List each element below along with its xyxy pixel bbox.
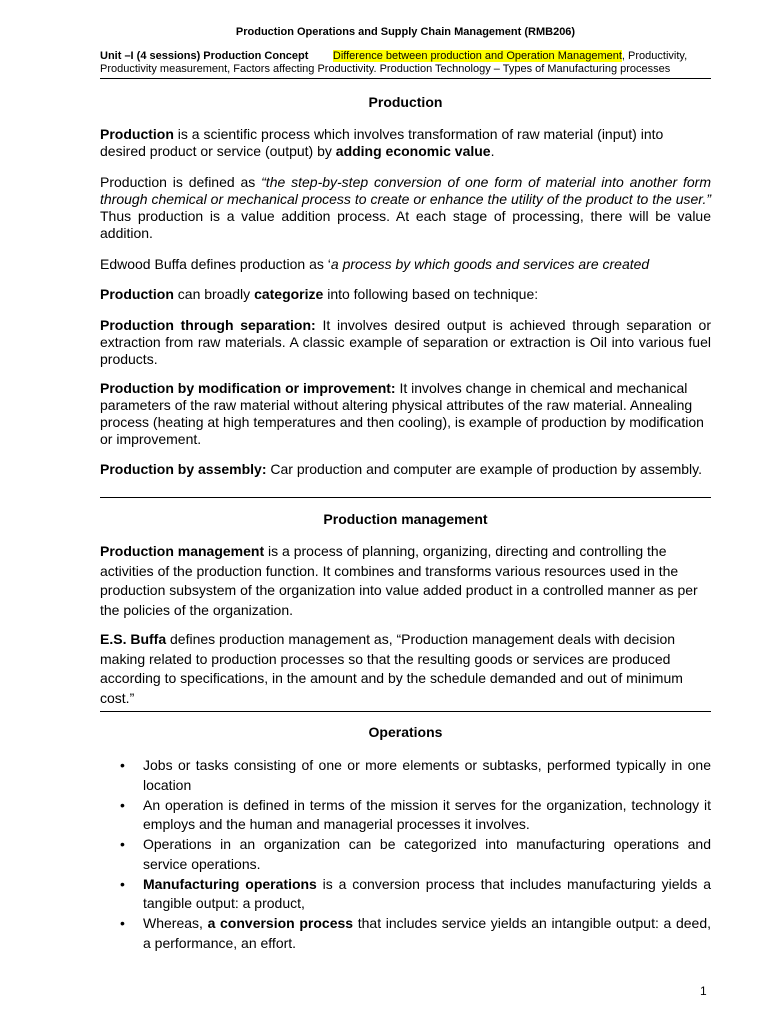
separation-paragraph (100, 317, 711, 368)
item-text: is a conversion process that includes manufacturing yields a tangible output: a product, (143, 875, 711, 911)
term-production: Production (100, 126, 174, 142)
list-item (120, 914, 711, 953)
section-heading-production: Production (368, 94, 443, 110)
course-title: Production Operations and Supply Chain Management (RMB206) (235, 26, 576, 38)
text-span: is a process of planning, organizing, directing and controlling the activities of the production function. It combines and transforms various resources used in the production subsystem of the organization into value added product in a controlled manner as per the policies of the organization. (100, 543, 698, 618)
text-span: Production is defined as (100, 174, 262, 190)
quote-step-by-step: “the step-by-step conversion of one form of material into another form through chemical or mechanical process to create or enhance the utility of the product to the user.” (100, 174, 711, 207)
text-span: into following based on technique: (323, 286, 539, 302)
term-separation: Production through separation: (100, 317, 316, 333)
bullet-icon: • (120, 757, 125, 773)
term-categorize: categorize (254, 286, 324, 302)
bullet-icon: • (120, 875, 125, 892)
quote-buffa: a process by which goods and services are created (330, 256, 650, 272)
buffa-definition-paragraph (100, 256, 711, 273)
item-text: Jobs or tasks consisting of one or more elements or subtasks, performed typically in one location (143, 757, 711, 793)
unit-highlight: Difference between production and Operation Management (332, 50, 622, 62)
text-span: Thus production is a value addition process. At each stage of processing, there will be value addition. (100, 208, 711, 241)
item-text: An operation is defined in terms of the mission it serves for the organization, technology it employs and the human and managerial processes it involves. (143, 796, 711, 832)
item-bold: a conversion process (207, 915, 354, 931)
page-number: 1 (700, 984, 707, 998)
unit-label: Unit –I (4 sessions) Production Concept (100, 50, 309, 62)
text-span: It involves desired output is achieved through separation or extraction from raw materials. A classic example of separation or extraction is Oil into various fuel products. (100, 317, 712, 367)
operations-list (100, 756, 711, 954)
section-heading-operations: Operations (368, 724, 443, 740)
bullet-icon: • (120, 915, 125, 931)
bullet-icon: • (120, 836, 125, 852)
text-span: defines production management as, “Production management deals with decision making related to production processes so that the resulting goods or services are produced according to specifications, in the amount and by the schedule demanded and out of minimum cost.” (100, 631, 683, 706)
term-modification: Production by modification or improvement: (100, 380, 396, 396)
text-span: is a scientific process which involves transformation of raw material (input) into desired product or service (output) by (100, 126, 664, 159)
list-item (120, 756, 711, 795)
unit-topics: , Productivity, Productivity measurement, Factors affecting Productivity. Production Technology – Types of Manufacturing processes (100, 50, 688, 75)
production-management-paragraph (100, 542, 711, 620)
item-text: that includes service yields an intangible output: a deed, a performance, an effort. (143, 915, 711, 951)
bullet-icon: • (120, 796, 125, 813)
text-span: Car production and computer are example of production by assembly. (266, 461, 703, 477)
unit-line (100, 50, 711, 76)
item-prefix: Whereas, (143, 915, 208, 931)
header-rule (100, 78, 711, 79)
assembly-paragraph (100, 461, 711, 478)
list-item (120, 835, 711, 874)
section-rule (100, 497, 711, 498)
item-text: Operations in an organization can be categorized into manufacturing operations and service operations. (143, 836, 711, 872)
section-rule (100, 711, 711, 712)
text-span: Edwood Buffa defines production as ‘ (100, 256, 331, 272)
term-assembly: Production by assembly: (100, 461, 267, 477)
term-es-buffa: E.S. Buffa (100, 631, 167, 647)
modification-paragraph (100, 380, 711, 448)
list-item (120, 875, 711, 914)
list-item (120, 796, 711, 835)
term-adding-value: adding economic value (335, 143, 491, 159)
term-production: Production (100, 286, 174, 302)
section-heading-production-management: Production management (323, 511, 488, 527)
item-bold: Manufacturing operations (143, 875, 317, 892)
text-span: . (490, 143, 495, 159)
categorize-paragraph (100, 286, 711, 303)
esbuffa-paragraph (100, 630, 711, 708)
term-production-management: Production management (100, 543, 265, 559)
production-step-paragraph (100, 174, 711, 242)
production-definition-paragraph (100, 126, 711, 160)
text-span: can broadly (173, 286, 255, 302)
text-span: It involves change in chemical and mechanical parameters of the raw material without altering physical attributes of the raw material. Annealing process (heating at high temperatures and then cooling), is example of production by modification or improvement. (100, 380, 704, 447)
